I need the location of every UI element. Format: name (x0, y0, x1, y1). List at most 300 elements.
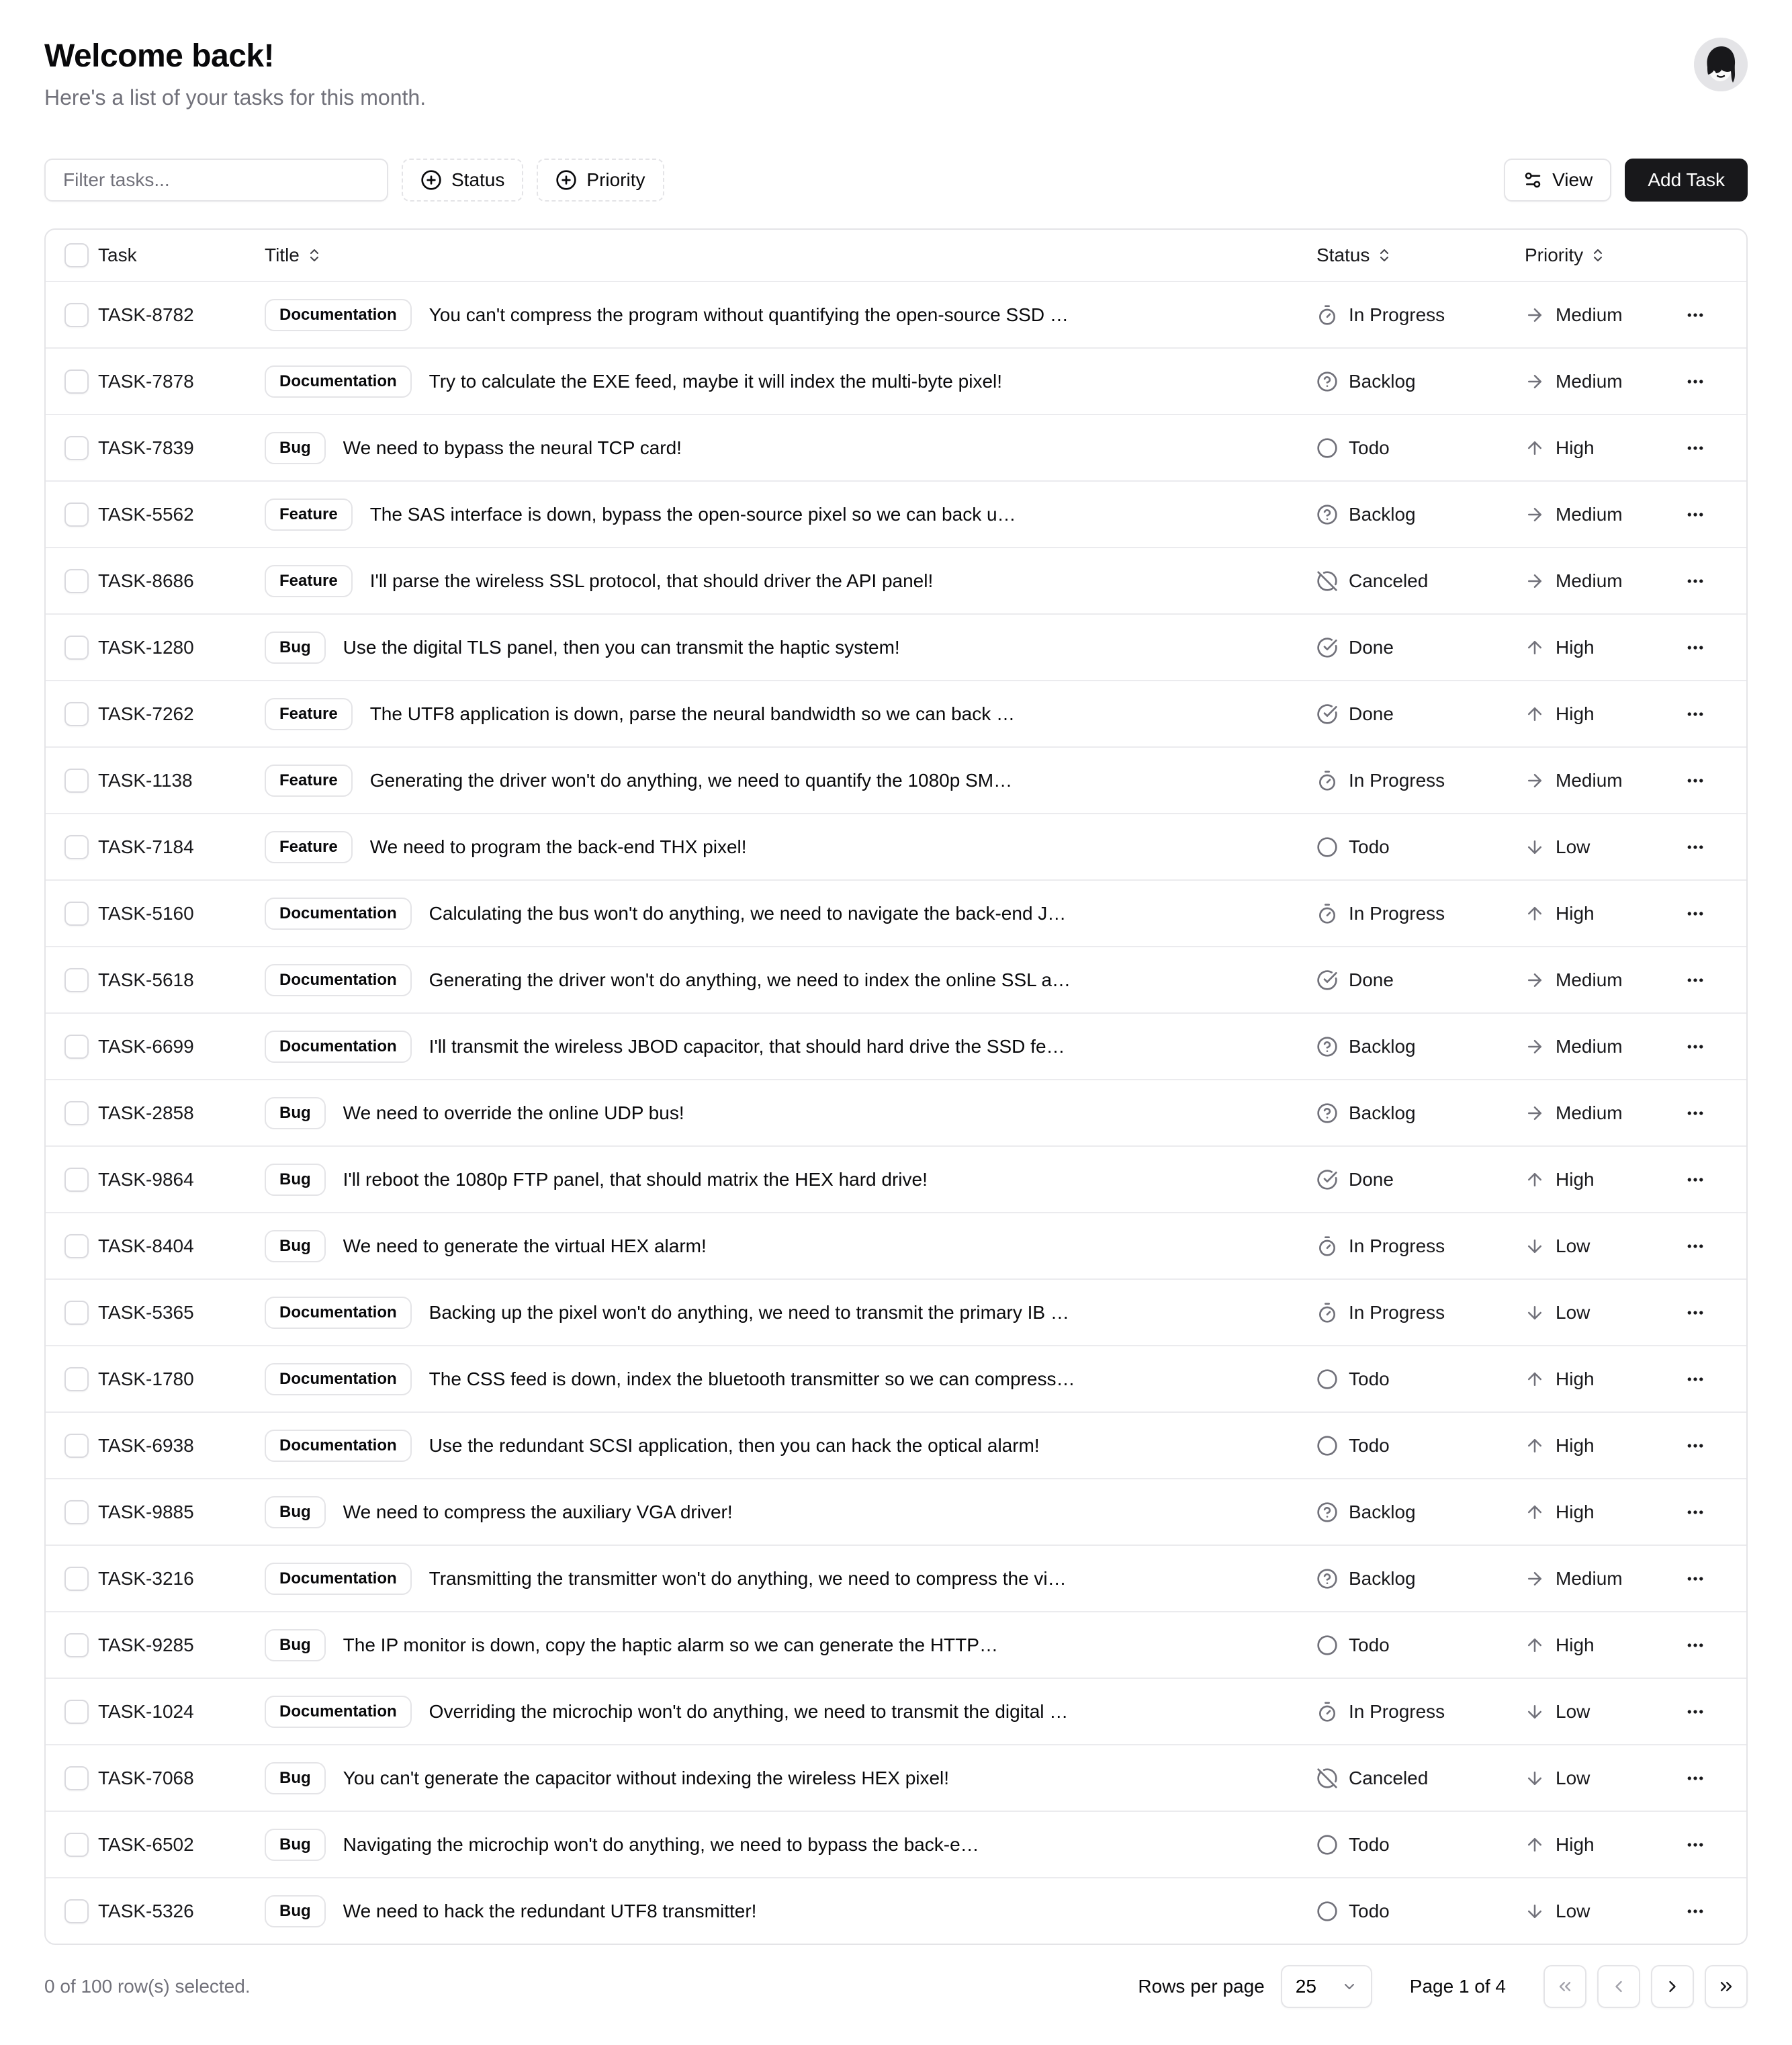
task-title: Overriding the microchip won't do anything, we need to transmit the digital … (429, 1700, 1069, 1722)
status-text: Canceled (1349, 570, 1429, 591)
status-text: Todo (1349, 1634, 1390, 1655)
label-badge: Documentation (265, 299, 412, 331)
row-actions-button[interactable] (1674, 1890, 1717, 1933)
row-checkbox[interactable] (64, 1633, 89, 1657)
ellipsis-icon (1685, 1103, 1705, 1123)
circle-icon (1316, 836, 1338, 858)
check-circle-icon (1316, 637, 1338, 658)
status-text: Backlog (1349, 503, 1416, 525)
row-actions-button[interactable] (1674, 1823, 1717, 1866)
row-checkbox[interactable] (64, 436, 89, 460)
table-row (46, 1877, 1746, 1944)
arrow-right-icon (1525, 305, 1545, 325)
row-checkbox[interactable] (64, 835, 89, 859)
circle-icon (1316, 1635, 1338, 1656)
priority-text: Medium (1556, 370, 1623, 392)
rows-per-page-select[interactable] (1281, 1965, 1372, 2008)
task-title: We need to program the back-end THX pixel! (369, 836, 747, 857)
ellipsis-icon (1685, 1502, 1705, 1522)
task-title: We need to compress the auxiliary VGA driver! (343, 1501, 733, 1522)
circle-icon (1316, 1368, 1338, 1390)
priority-text: High (1556, 703, 1595, 724)
last-page-button[interactable] (1705, 1965, 1748, 2008)
arrow-down-icon (1525, 1768, 1545, 1788)
page-header (44, 38, 1748, 110)
task-title: Use the digital TLS panel, then you can transmit the haptic system! (343, 636, 900, 658)
plus-circle-icon (555, 169, 577, 191)
rows-per-page-value: 25 (1295, 1976, 1316, 1997)
circle-off-icon (1316, 570, 1338, 592)
ellipsis-icon (1685, 771, 1705, 791)
column-header-priority[interactable]: Priority (1525, 245, 1606, 266)
arrow-right-icon (1525, 970, 1545, 990)
status-text: Todo (1349, 836, 1390, 857)
table-row (46, 1811, 1746, 1877)
status-text: Backlog (1349, 370, 1416, 392)
arrow-right-icon (1525, 571, 1545, 591)
row-actions-button[interactable] (1674, 1690, 1717, 1733)
label-badge: Feature (265, 765, 353, 797)
priority-text: Low (1556, 1767, 1591, 1788)
ellipsis-icon (1685, 970, 1705, 990)
add-task-button[interactable] (1625, 159, 1748, 202)
row-checkbox[interactable] (64, 702, 89, 726)
first-page-button[interactable] (1543, 1965, 1586, 2008)
arrow-up-icon (1525, 638, 1545, 658)
row-actions-button[interactable] (1674, 493, 1717, 536)
task-id: TASK-9864 (98, 1168, 194, 1190)
arrow-right-icon (1525, 1037, 1545, 1057)
arrow-up-icon (1525, 1635, 1545, 1655)
arrow-right-icon (1525, 571, 1545, 591)
task-title: Use the redundant SCSI application, then you can hack the optical alarm! (429, 1434, 1040, 1456)
row-checkbox[interactable] (64, 1168, 89, 1192)
priority-text: Medium (1556, 1035, 1623, 1057)
label-badge: Bug (265, 1895, 326, 1927)
priority-text: Medium (1556, 503, 1623, 525)
next-page-button[interactable] (1651, 1965, 1694, 2008)
task-id: TASK-5365 (98, 1301, 194, 1323)
help-circle-icon (1316, 1102, 1338, 1124)
arrow-up-icon (1525, 1436, 1545, 1456)
task-id: TASK-6938 (98, 1434, 194, 1456)
chevrons-up-down-icon (1590, 247, 1606, 263)
ellipsis-icon (1685, 438, 1705, 458)
row-actions-button[interactable] (1674, 427, 1717, 470)
row-actions-button[interactable] (1674, 693, 1717, 736)
task-id: TASK-1780 (98, 1368, 194, 1389)
table-row (46, 1478, 1746, 1544)
status-text: Todo (1349, 437, 1390, 458)
table-row (46, 1079, 1746, 1145)
row-checkbox[interactable] (64, 1567, 89, 1591)
page-subtitle: Here's a list of your tasks for this month. (44, 85, 427, 110)
task-id: TASK-2858 (98, 1102, 194, 1123)
column-header-task: Task (98, 245, 137, 265)
priority-text: Low (1556, 1301, 1591, 1323)
arrow-up-icon (1525, 1835, 1545, 1855)
row-checkbox[interactable] (64, 503, 89, 527)
task-title: We need to hack the redundant UTF8 transmitter! (343, 1900, 757, 1921)
task-title: You can't generate the capacitor without indexing the wireless HEX pixel! (343, 1767, 950, 1788)
view-button[interactable] (1504, 159, 1611, 202)
row-checkbox[interactable] (64, 636, 89, 660)
arrow-right-icon (1525, 372, 1545, 392)
arrow-down-icon (1525, 1303, 1545, 1323)
row-actions-button[interactable] (1674, 360, 1717, 403)
ellipsis-icon (1685, 505, 1705, 525)
status-text: In Progress (1349, 1700, 1445, 1722)
timer-icon (1316, 1235, 1338, 1257)
arrow-up-icon (1525, 1502, 1545, 1522)
arrow-up-icon (1525, 904, 1545, 924)
check-circle-icon (1316, 1169, 1338, 1190)
arrow-down-icon (1525, 1768, 1545, 1788)
arrow-up-icon (1525, 704, 1545, 724)
task-id: TASK-7878 (98, 370, 194, 392)
row-checkbox[interactable] (64, 1035, 89, 1059)
task-id: TASK-5562 (98, 503, 194, 525)
arrow-up-icon (1525, 438, 1545, 458)
row-actions-button[interactable] (1674, 1291, 1717, 1334)
status-text: Backlog (1349, 1567, 1416, 1589)
check-circle-icon (1316, 637, 1338, 658)
circle-off-icon (1316, 570, 1338, 592)
table-row (46, 547, 1746, 613)
arrow-up-icon (1525, 1635, 1545, 1655)
label-badge: Bug (265, 1230, 326, 1262)
status-filter-label: Status (451, 169, 505, 190)
arrow-right-icon (1525, 305, 1545, 325)
timer-icon (1316, 770, 1338, 791)
row-actions-button[interactable] (1674, 294, 1717, 337)
arrow-right-icon (1525, 372, 1545, 392)
page-heading (44, 38, 426, 110)
priority-text: High (1556, 1634, 1595, 1655)
status-filter-button[interactable] (402, 159, 523, 202)
row-checkbox[interactable] (64, 1301, 89, 1325)
label-badge: Documentation (265, 1031, 412, 1063)
timer-icon (1316, 1701, 1338, 1723)
circle-icon (1316, 1435, 1338, 1456)
table-row (46, 746, 1746, 813)
page-indicator: Page 1 of 4 (1409, 1976, 1506, 1997)
column-header-status[interactable]: Status (1316, 245, 1392, 266)
task-title: Calculating the bus won't do anything, we need to navigate the back-end J… (429, 902, 1067, 924)
task-title: We need to generate the virtual HEX alarm! (343, 1235, 707, 1256)
help-circle-icon (1316, 371, 1338, 392)
table-row (46, 813, 1746, 879)
check-circle-icon (1316, 969, 1338, 991)
task-id: TASK-5160 (98, 902, 194, 924)
ellipsis-icon (1685, 305, 1705, 325)
circle-icon (1316, 1901, 1338, 1922)
ellipsis-icon (1685, 1835, 1705, 1855)
task-id: TASK-6699 (98, 1035, 194, 1057)
table-row (46, 1411, 1746, 1478)
arrow-down-icon (1525, 837, 1545, 857)
label-badge: Bug (265, 1762, 326, 1794)
row-actions-button[interactable] (1674, 560, 1717, 603)
priority-text: Medium (1556, 570, 1623, 591)
help-circle-icon (1316, 1568, 1338, 1590)
row-checkbox[interactable] (64, 1434, 89, 1458)
arrow-right-icon (1525, 505, 1545, 525)
task-title: We need to bypass the neural TCP card! (343, 437, 682, 458)
status-text: Done (1349, 636, 1394, 658)
chevrons-right-icon (1717, 1977, 1736, 1996)
circle-icon (1316, 836, 1338, 858)
label-badge: Bug (265, 432, 326, 464)
arrow-up-icon (1525, 904, 1545, 924)
priority-text: Low (1556, 1900, 1591, 1921)
task-id: TASK-6502 (98, 1833, 194, 1855)
row-checkbox[interactable] (64, 569, 89, 593)
circle-icon (1316, 1834, 1338, 1856)
label-badge: Documentation (265, 1297, 412, 1329)
table-row (46, 680, 1746, 746)
label-badge: Documentation (265, 898, 412, 930)
row-checkbox[interactable] (64, 1899, 89, 1923)
row-actions-button[interactable] (1674, 826, 1717, 869)
priority-filter-button[interactable] (537, 159, 664, 202)
arrow-down-icon (1525, 1236, 1545, 1256)
table-row (46, 1611, 1746, 1678)
task-title: Backing up the pixel won't do anything, we need to transmit the primary IB … (429, 1301, 1069, 1323)
task-id: TASK-8404 (98, 1235, 194, 1256)
help-circle-icon (1316, 1568, 1338, 1590)
row-checkbox[interactable] (64, 1766, 89, 1790)
view-button-label: View (1552, 169, 1593, 190)
table-row (46, 1278, 1746, 1345)
row-checkbox[interactable] (64, 1500, 89, 1524)
label-badge: Bug (265, 1629, 326, 1661)
task-title: The SAS interface is down, bypass the open-source pixel so we can back u… (369, 503, 1016, 525)
row-checkbox[interactable] (64, 369, 89, 394)
priority-filter-label: Priority (586, 169, 645, 190)
row-checkbox[interactable] (64, 1234, 89, 1258)
status-text: Backlog (1349, 1035, 1416, 1057)
label-badge: Documentation (265, 1430, 412, 1462)
row-actions-button[interactable] (1674, 1557, 1717, 1600)
toolbar-right (1504, 159, 1748, 202)
timer-icon (1316, 903, 1338, 924)
status-text: Canceled (1349, 1767, 1429, 1788)
ellipsis-icon (1685, 704, 1705, 724)
circle-icon (1316, 1435, 1338, 1456)
check-circle-icon (1316, 703, 1338, 725)
table-row (46, 480, 1746, 547)
arrow-up-icon (1525, 704, 1545, 724)
ellipsis-icon (1685, 1369, 1705, 1389)
arrow-right-icon (1525, 1103, 1545, 1123)
priority-text: High (1556, 902, 1595, 924)
row-checkbox[interactable] (64, 1833, 89, 1857)
arrow-down-icon (1525, 1236, 1545, 1256)
task-title: I'll parse the wireless SSL protocol, that should driver the API panel! (369, 570, 934, 591)
arrow-up-icon (1525, 1170, 1545, 1190)
priority-text: Low (1556, 1235, 1591, 1256)
arrow-right-icon (1525, 1103, 1545, 1123)
row-checkbox[interactable] (64, 303, 89, 327)
circle-icon (1316, 1834, 1338, 1856)
help-circle-icon (1316, 1036, 1338, 1057)
sliders-icon (1523, 170, 1543, 190)
label-badge: Bug (265, 1829, 326, 1861)
table-row (46, 1678, 1746, 1744)
ellipsis-icon (1685, 638, 1705, 658)
chevron-right-icon (1663, 1977, 1682, 1996)
user-avatar[interactable] (1694, 38, 1748, 91)
task-title: The CSS feed is down, index the bluetooth transmitter so we can compress… (429, 1368, 1075, 1389)
status-text: Todo (1349, 1900, 1390, 1921)
table-footer (44, 1965, 1748, 2035)
table-row (46, 1744, 1746, 1811)
table-row (46, 1012, 1746, 1079)
status-text: Todo (1349, 1833, 1390, 1855)
row-actions-button[interactable] (1674, 626, 1717, 669)
task-id: TASK-8686 (98, 570, 194, 591)
row-actions-button[interactable] (1674, 1158, 1717, 1201)
chevron-left-icon (1609, 1977, 1628, 1996)
status-text: Todo (1349, 1434, 1390, 1456)
check-circle-icon (1316, 703, 1338, 725)
status-text: Done (1349, 969, 1394, 990)
task-title: Generating the driver won't do anything, we need to quantify the 1080p SM… (369, 769, 1013, 791)
row-checkbox[interactable] (64, 1700, 89, 1724)
table-row (46, 1145, 1746, 1212)
status-text: In Progress (1349, 769, 1445, 791)
help-circle-icon (1316, 504, 1338, 525)
select-all-checkbox[interactable] (64, 243, 89, 267)
chevrons-up-down-icon (1376, 247, 1392, 263)
label-badge: Bug (265, 1496, 326, 1528)
ellipsis-icon (1685, 1303, 1705, 1323)
priority-text: High (1556, 636, 1595, 658)
row-actions-button[interactable] (1674, 759, 1717, 802)
task-id: TASK-9285 (98, 1634, 194, 1655)
timer-icon (1316, 903, 1338, 924)
row-actions-button[interactable] (1674, 1225, 1717, 1268)
add-task-label: Add Task (1648, 169, 1725, 190)
arrow-down-icon (1525, 1702, 1545, 1722)
circle-icon (1316, 1901, 1338, 1922)
task-title: I'll reboot the 1080p FTP panel, that should matrix the HEX hard drive! (343, 1168, 928, 1190)
row-checkbox[interactable] (64, 902, 89, 926)
row-actions-button[interactable] (1674, 1624, 1717, 1667)
ellipsis-icon (1685, 1635, 1705, 1655)
row-actions-button[interactable] (1674, 959, 1717, 1002)
arrow-down-icon (1525, 1702, 1545, 1722)
check-circle-icon (1316, 1169, 1338, 1190)
timer-icon (1316, 770, 1338, 791)
arrow-up-icon (1525, 1369, 1545, 1389)
task-title: Generating the driver won't do anything, we need to index the online SSL a… (429, 969, 1071, 990)
arrow-up-icon (1525, 438, 1545, 458)
ellipsis-icon (1685, 1768, 1705, 1788)
priority-text: Medium (1556, 1567, 1623, 1589)
row-checkbox[interactable] (64, 769, 89, 793)
row-actions-button[interactable] (1674, 1358, 1717, 1401)
label-badge: Bug (265, 1097, 326, 1129)
priority-text: High (1556, 1833, 1595, 1855)
status-text: Todo (1349, 1368, 1390, 1389)
task-id: TASK-7184 (98, 836, 194, 857)
arrow-right-icon (1525, 505, 1545, 525)
help-circle-icon (1316, 1502, 1338, 1523)
row-checkbox[interactable] (64, 1101, 89, 1125)
priority-text: Medium (1556, 304, 1623, 325)
row-actions-button[interactable] (1674, 1757, 1717, 1800)
row-actions-button[interactable] (1674, 892, 1717, 935)
task-title: The IP monitor is down, copy the haptic alarm so we can generate the HTTP… (343, 1634, 998, 1655)
task-id: TASK-3216 (98, 1567, 194, 1589)
task-id: TASK-8782 (98, 304, 194, 325)
help-circle-icon (1316, 1102, 1338, 1124)
help-circle-icon (1316, 1036, 1338, 1057)
status-text: In Progress (1349, 1301, 1445, 1323)
row-actions-button[interactable] (1674, 1424, 1717, 1467)
label-badge: Feature (265, 831, 353, 863)
task-id: TASK-5618 (98, 969, 194, 990)
status-text: In Progress (1349, 304, 1445, 325)
pagination (1543, 1965, 1748, 2008)
chevron-down-icon (1341, 1978, 1357, 1995)
filter-tasks-input[interactable] (44, 159, 388, 202)
row-actions-button[interactable] (1674, 1092, 1717, 1135)
task-id: TASK-9885 (98, 1501, 194, 1522)
avatar-illustration (1694, 38, 1748, 91)
previous-page-button[interactable] (1597, 1965, 1640, 2008)
arrow-up-icon (1525, 1170, 1545, 1190)
table-row (46, 414, 1746, 480)
arrow-right-icon (1525, 970, 1545, 990)
task-title: Navigating the microchip won't do anything, we need to bypass the back-e… (343, 1833, 979, 1855)
arrow-down-icon (1525, 1901, 1545, 1921)
priority-text: Medium (1556, 969, 1623, 990)
label-badge: Documentation (265, 1563, 412, 1595)
circle-icon (1316, 1368, 1338, 1390)
arrow-up-icon (1525, 1369, 1545, 1389)
column-header-title[interactable]: Title (265, 245, 322, 266)
timer-icon (1316, 304, 1338, 326)
footer-right (1138, 1965, 1748, 2008)
ellipsis-icon (1685, 1901, 1705, 1921)
label-badge: Feature (265, 565, 353, 597)
task-title: Try to calculate the EXE feed, maybe it will index the multi-byte pixel! (429, 370, 1003, 392)
timer-icon (1316, 1302, 1338, 1323)
timer-icon (1316, 1701, 1338, 1723)
rows-per-page (1138, 1965, 1372, 2008)
row-checkbox[interactable] (64, 968, 89, 992)
circle-off-icon (1316, 1768, 1338, 1789)
priority-text: High (1556, 1434, 1595, 1456)
row-actions-button[interactable] (1674, 1025, 1717, 1068)
arrow-right-icon (1525, 771, 1545, 791)
check-circle-icon (1316, 969, 1338, 991)
row-actions-button[interactable] (1674, 1491, 1717, 1534)
ellipsis-icon (1685, 1236, 1705, 1256)
arrow-down-icon (1525, 837, 1545, 857)
table-header-row (46, 230, 1746, 281)
tasks-table (44, 228, 1748, 1945)
priority-text: High (1556, 437, 1595, 458)
task-title: You can't compress the program without quantifying the open-source SSD … (429, 304, 1069, 325)
label-badge: Feature (265, 698, 353, 730)
row-checkbox[interactable] (64, 1367, 89, 1391)
arrow-up-icon (1525, 1835, 1545, 1855)
priority-text: Low (1556, 1700, 1591, 1722)
